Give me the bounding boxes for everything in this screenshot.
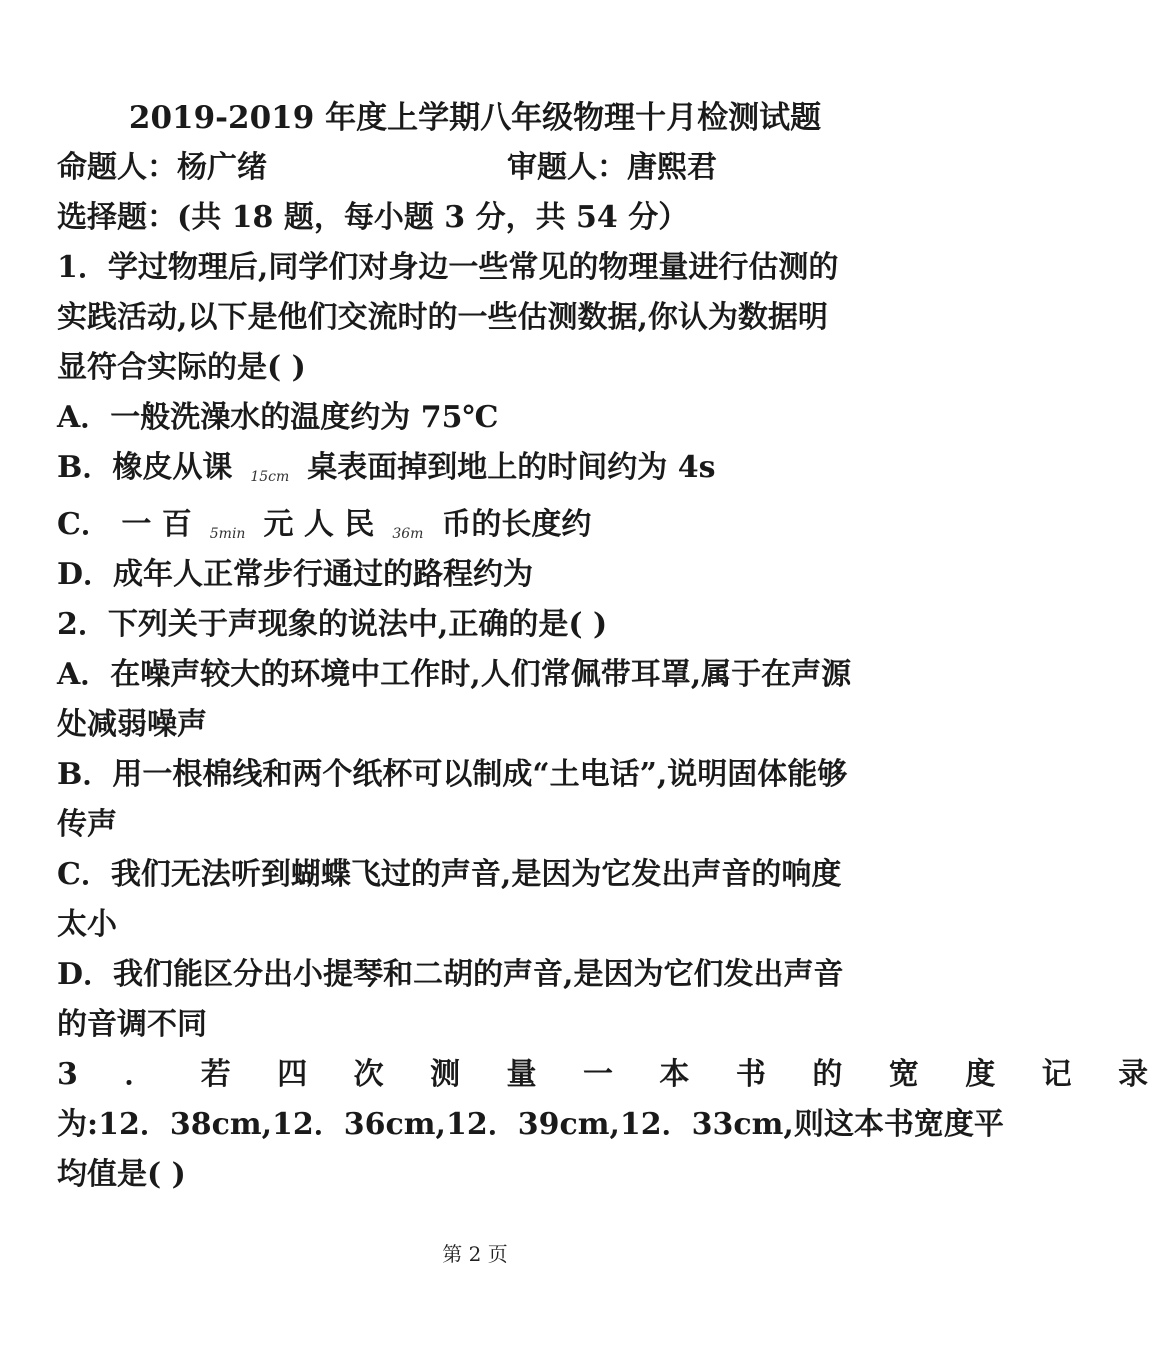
q1-option-d: D．成年人正常步行通过的路程约为 [57,557,534,592]
q2-option-d-line1: D．我们能区分出小提琴和二胡的声音,是因为它们发出声音 [57,957,844,992]
q2-option-d-line2: 的音调不同 [57,1007,207,1042]
q1-option-c-text-end: 币的长度约 [441,507,592,542]
q2-option-a-line2: 处减弱噪声 [57,707,207,742]
q1-option-c-text-mid: 元 人 民 [263,507,375,542]
reviewer-label: 审题人：唐熙君 [507,150,717,185]
q3-stem-line3: 均值是( ) [57,1157,186,1192]
q1-stem-line2: 实践活动,以下是他们交流时的一些估测数据,你认为数据明 [57,300,828,335]
q1-stem-line1: 1．学过物理后,同学们对身边一些常见的物理量进行估测的 [57,250,839,285]
q3-stem-line2: 为:12．38cm,12．36cm,12．39cm,12．33cm,则这本书宽度平 [57,1107,1004,1142]
q1-option-c [57,507,897,552]
q1-option-a: A．一般洗澡水的温度约为 75℃ [57,400,499,435]
q2-option-b-line1: B．用一根棉线和两个纸杯可以制成“土电话”,说明固体能够 [57,757,848,792]
q2-stem: 2．下列关于声现象的说法中,正确的是( ) [57,607,608,642]
q1-option-b-text-start: B．橡皮从课 [57,450,233,485]
page-title: 2019-2019 年度上学期八年级物理十月检测试题 [128,100,822,136]
q2-option-c-line1: C．我们无法听到蝴蝶飞过的声音,是因为它发出声音的响度 [57,857,842,892]
q1-option-b-text-end: 桌表面掉到地上的时间约为 4s [307,450,716,485]
q1-option-c-text-start: C． 一 百 [57,507,192,542]
q2-option-c-line2: 太小 [57,907,117,942]
q2-option-b-line2: 传声 [57,807,117,842]
q1-option-b-math: 15cm [250,469,290,485]
author-label: 命题人：杨广绪 [57,150,267,185]
page-number: 第 2 页 [442,1242,508,1266]
q1-option-c-math-2: 36m [392,526,424,542]
q1-stem-line3: 显符合实际的是( ) [57,350,306,385]
q1-option-b [57,450,897,495]
authors-row [57,150,897,186]
section-heading: 选择题：(共 18 题，每小题 3 分，共 54 分） [57,200,689,235]
q2-option-a-line1: A．在噪声较大的环境中工作时,人们常佩带耳罩,属于在声源 [57,657,852,692]
q1-option-c-math-1: 5min [209,526,246,542]
q3-stem-line1: 3 ． 若 四 次 测 量 一 本 书 的 宽 度 记 录 [57,1057,1166,1092]
